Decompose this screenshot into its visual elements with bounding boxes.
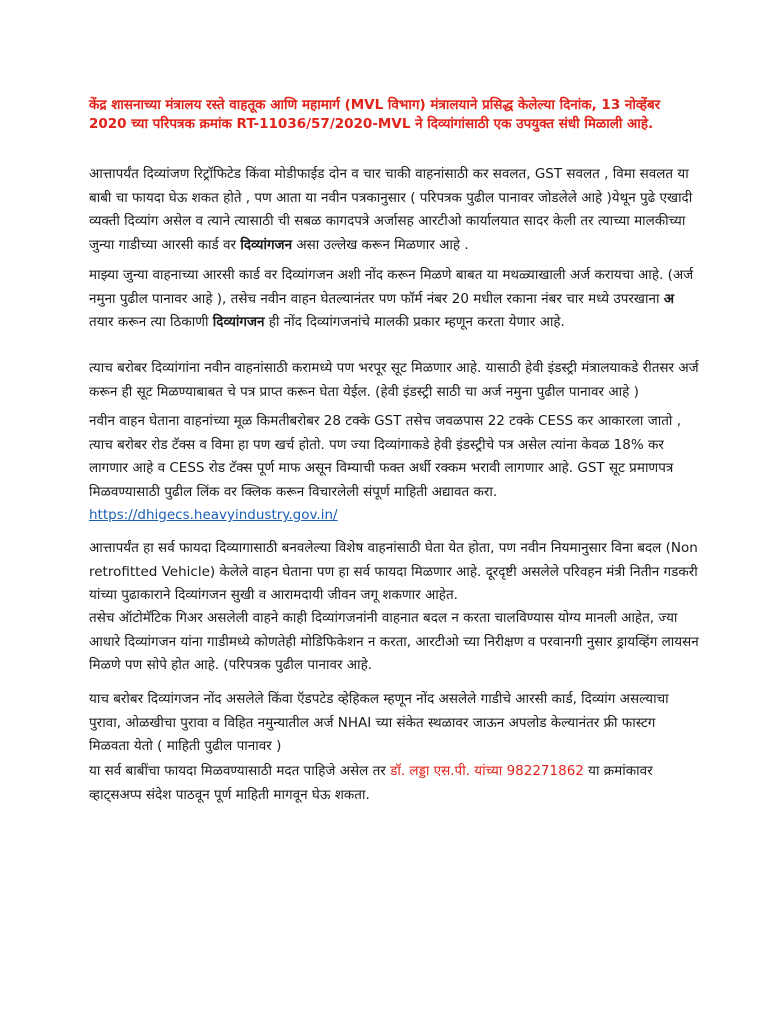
document-heading: केंद्र शासनाच्या मंत्रालय रस्ते वाहतूक आणि महामार्ग (MVL विभाग) मंत्रालयाने प्रसिद्ध केलेल्या दिनांक, 13 नोव्हेंबर 2020 च्या परिपत्रक क्रमांक RT-11036/57/2020-MVL ने दिव्यांगांसाठी एक उपयुक्त संधी मिळाली आहे. [89,97,661,132]
paragraph-text: असा उल्लेख करून मिळणार आहे . [296,236,469,253]
bold-term: अ [663,290,675,307]
heavy-industry-link[interactable]: https://dhigecs.heavyindustry.gov.in/ [89,507,338,523]
paragraph-fastag: याच बरोबर दिव्यांगजन नोंद असलेले किंवा ऍडपटेड व्हेहिकल म्हणून नोंद असलेले गाडीचे आरसी कार्ड, दिव्यांग असल्याचा पुरावा, ओळखीचा पुरावा व विहित नमुन्यातील अर्ज NHAI च्या संकेत स्थळावर जाऊन अपलोड केल्यानंतर फ्री फास्टग मिळवता येतो ( माहिती पुढील पानावर ) [89,691,669,754]
bold-term: दिव्यांगजन [212,314,265,330]
contact-details: डॉ. लड्डा एस.पी. यांच्या 982271862 [390,763,584,779]
paragraph-text: ही नोंद दिव्यांगजनांचे मालकी प्रकार म्हणून करता येणार आहे. [268,314,565,330]
paragraph-text: या सर्व बाबींचा फायदा मिळवण्यासाठी मदत पाहिजे असेल तर [89,763,386,779]
paragraph-old-vehicle-application [89,264,699,335]
paragraph-text: या क्रमांकावर व्हाट्सअप्प संदेश पाठवून पूर्ण माहिती मागवून घेऊ शकता. [89,763,653,803]
paragraph-text: नवीन वाहन घेताना वाहनांच्या मूळ किमतीबरोबर 28 टक्के GST तसेच जवळपास 22 टक्के CESS कर आकारला जातो , त्याच बरोबर रोड टॅक्स व विमा हा पण खर्च होतो. पण ज्या दिव्यांगाकडे हेवी इंडस्ट्रीचे पत्र असेल त्यांना केवळ 18% कर लागणार आहे व CESS रोड टॅक्स पूर्ण माफ असून विम्याची फक्त अर्धी रक्कम भरावी लागणार आहे. GST सूट प्रमाणपत्र मिळवण्यासाठी पुढील लिंक वर क्लिक करून विचारलेली संपूर्ण माहिती अद्यावत करा. [89,413,681,500]
paragraph-non-retrofitted: आत्तापर्यंत हा सर्व फायदा दिव्यागासाठी बनवलेल्या विशेष वाहनांसाठी घेता येत होता, पण नवीन नियमानुसार विना बदल (Non retrofitted Vehicle) केलेले वाहन घेताना पण हा सर्व फायदा मिळणार आहे. दूरदृष्टी असलेले परिवहन मंत्री नितीन गडकरी यांच्या पुढाकाराने दिव्यांगजन सुखी व आरामदायी जीवन जगू शकणार आहेत. [89,540,698,603]
paragraph-gst-cess [89,410,699,528]
paragraph-contact [89,760,699,807]
paragraph-rc-card-note [89,163,699,257]
bold-term: दिव्यांगजन [240,236,293,253]
paragraph-text: तयार करून त्या ठिकाणी [89,314,209,330]
paragraph-text: माझ्या जुन्या वाहनाच्या आरसी कार्ड वर दिव्यांगजन अशी नोंद करून मिळणे बाबत या मथळ्याखाली अर्ज करायचा आहे. (अर्ज नमुना पुढील पानावर आहे ), तसेच नवीन वाहन घेतल्यानंतर पण फॉर्म नंबर 20 मधील रकाना नंबर चार मध्ये उपरखाना [89,267,694,307]
paragraph-text: आत्तापर्यंत दिव्यांजण रिट्रॉफिटेड किंवा मोडीफाईड दोन व चार चाकी वाहनांसाठी कर सवलत, GST सवलत , विमा सवलत या बाबी चा फायदा घेऊ शकत होते , पण आता या नवीन पत्रकानुसार ( परिपत्रक पुढील पानावर जोडलेले आहे )येथून पुढे एखादी व्यक्ती दिव्यांग असेल व त्याने त्यासाठी ची सबळ कागदपत्रे अर्जासह आरटीओ कार्यालयात सादर केली तर त्याच्या मालकीच्या जुन्या गाडीच्या आरसी कार्ड वर [89,166,693,253]
paragraph-automatic-gear: तसेच ऑटोमॅटिक गिअर असलेली वाहने काही दिव्यांगजनांनी वाहनात बदल न करता चालविण्यास योग्य मानली आहेत, ज्या आधारे दिव्यांगजन यांना गाडीमध्ये कोणतेही मोडिफिकेशन न करता, आरटीओ च्या निरीक्षण व परवानगी नुसार ड्रायव्हिंग लायसन मिळणे पण सोपे होत आहे. (परिपत्रक पुढील पानावर आहे. [89,610,699,673]
paragraph-tax-exemption: त्याच बरोबर दिव्यांगांना नवीन वाहनांसाठी करामध्ये पण भरपूर सूट मिळणार आहे. यासाठी हेवी इंडस्ट्री मंत्रालयाकडे रीतसर अर्ज करून ही सूट मिळण्याबाबत चे पत्र प्राप्त करून घेता येईल. (हेवी इंडस्ट्री साठी चा अर्ज नमुना पुढील पानावर आहे ) [89,360,699,400]
